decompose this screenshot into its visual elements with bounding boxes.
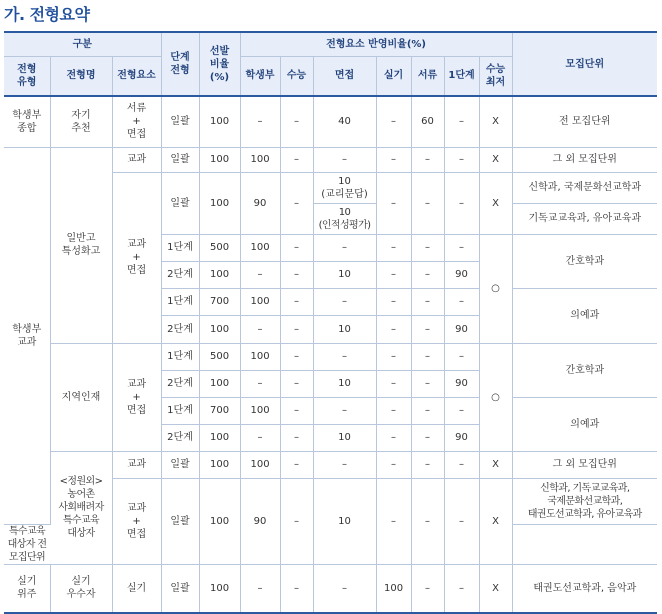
cell-int: 40: [313, 96, 376, 147]
header-reflect: 전형요소 반영비율(%): [240, 32, 512, 56]
cell-doc: –: [411, 147, 444, 172]
cell-s1: –: [444, 451, 479, 478]
cell-ratio: 100: [199, 424, 240, 451]
cell-int: –: [313, 234, 376, 261]
cell-element: 교과: [112, 451, 161, 478]
cell-element: 교과 + 면접: [112, 478, 161, 564]
cell-prac: –: [376, 261, 411, 288]
header-stage1: 1단계: [444, 56, 479, 96]
cell-doc: –: [411, 424, 444, 451]
cell-int: 10: [313, 261, 376, 288]
cell-sun: –: [280, 564, 313, 613]
cell-sun: –: [280, 315, 313, 343]
cell-unit: 간호학과: [512, 343, 657, 397]
table-row: [4, 147, 657, 172]
cell-sun: –: [280, 370, 313, 397]
cell-stage: 2단계: [161, 261, 199, 288]
cell-ratio: 100: [199, 261, 240, 288]
cell-element: 서류 + 면접: [112, 96, 161, 147]
section-title: 가. 전형요약: [4, 5, 90, 24]
cell-name: 자기 추천: [50, 96, 112, 147]
cell-sun: –: [280, 234, 313, 261]
cell-unit: 간호학과: [512, 234, 657, 288]
cell-ratio: 100: [199, 96, 240, 147]
cell-stage: 일괄: [161, 172, 199, 234]
cell-unit: 태권도선교학과, 음악과: [512, 564, 657, 613]
cell-sun: –: [280, 451, 313, 478]
cell-int: 10: [313, 315, 376, 343]
header-element: 전형요소: [112, 56, 161, 96]
cell-prac: 100: [376, 564, 411, 613]
cell-int: –: [313, 451, 376, 478]
cell-ratio: 100: [199, 370, 240, 397]
cell-sun: –: [280, 96, 313, 147]
cell-unit: 그 외 모집단위: [512, 147, 657, 172]
cell-doc: –: [411, 478, 444, 564]
cell-hak: 90: [240, 172, 280, 234]
cell-unit: 의예과: [512, 288, 657, 343]
cell-doc: 60: [411, 96, 444, 147]
header-gubun: 구분: [4, 32, 161, 56]
cell-doc: –: [411, 261, 444, 288]
cell-hak: 100: [240, 234, 280, 261]
cell-doc: –: [411, 370, 444, 397]
cell-unit: 특수교육대상자 전 모집단위: [4, 524, 50, 564]
cell-int: –: [313, 288, 376, 315]
cell-min: X: [479, 172, 512, 234]
cell-min: X: [479, 147, 512, 172]
cell-hak: –: [240, 315, 280, 343]
header-hakseang: 학생부: [240, 56, 280, 96]
cell-sun: –: [280, 343, 313, 370]
cell-s1: 90: [444, 424, 479, 451]
cell-stage: 2단계: [161, 424, 199, 451]
cell-ratio: 100: [199, 451, 240, 478]
header-unit: 모집단위: [512, 32, 657, 96]
cell-hak: 100: [240, 451, 280, 478]
cell-doc: –: [411, 315, 444, 343]
cell-int: –: [313, 564, 376, 613]
header-suneung-min: 수능 최저: [479, 56, 512, 96]
cell-sun: –: [280, 172, 313, 234]
cell-stage: 1단계: [161, 397, 199, 424]
cell-s1: 90: [444, 261, 479, 288]
cell-int: 10: [313, 478, 376, 564]
cell-ratio: 100: [199, 478, 240, 564]
cell-unit: 전 모집단위: [512, 96, 657, 147]
table-row: [4, 564, 657, 613]
cell-element: 실기: [112, 564, 161, 613]
cell-element: 교과: [112, 147, 161, 172]
cell-ratio: 500: [199, 234, 240, 261]
cell-name: 일반고 특성화고: [50, 147, 112, 343]
cell-unit: 신학과, 국제문화선교학과: [512, 172, 657, 203]
cell-s1: –: [444, 397, 479, 424]
cell-unit: 의예과: [512, 397, 657, 451]
cell-prac: –: [376, 96, 411, 147]
cell-ratio: 700: [199, 397, 240, 424]
cell-s1: –: [444, 147, 479, 172]
cell-doc: –: [411, 234, 444, 261]
cell-int: –: [313, 343, 376, 370]
cell-s1: –: [444, 288, 479, 315]
header-practical: 실기: [376, 56, 411, 96]
table-row: [4, 96, 657, 147]
cell-prac: –: [376, 172, 411, 234]
cell-int: 10: [313, 424, 376, 451]
header-docs: 서류: [411, 56, 444, 96]
cell-hak: –: [240, 96, 280, 147]
cell-doc: –: [411, 288, 444, 315]
cell-doc: –: [411, 397, 444, 424]
cell-stage: 2단계: [161, 370, 199, 397]
cell-stage: 일괄: [161, 451, 199, 478]
table-row: [4, 451, 657, 478]
cell-stage: 일괄: [161, 147, 199, 172]
cell-prac: –: [376, 288, 411, 315]
cell-name: <정원외> 농어촌 사회배려자 특수교육 대상자: [50, 451, 112, 564]
cell-prac: –: [376, 147, 411, 172]
cell-s1: –: [444, 172, 479, 234]
cell-min: X: [479, 451, 512, 478]
cell-ratio: 100: [199, 147, 240, 172]
cell-sun: –: [280, 397, 313, 424]
cell-int: –: [313, 397, 376, 424]
cell-prac: –: [376, 370, 411, 397]
cell-name: 실기 우수자: [50, 564, 112, 613]
admission-summary-table: [4, 31, 657, 614]
cell-type: 학생부 교과: [4, 147, 50, 524]
cell-int: 10 (교리문답): [313, 172, 376, 203]
cell-min: X: [479, 478, 512, 564]
cell-stage: 1단계: [161, 288, 199, 315]
cell-sun: –: [280, 147, 313, 172]
cell-ratio: 100: [199, 564, 240, 613]
cell-hak: –: [240, 370, 280, 397]
cell-sun: –: [280, 261, 313, 288]
cell-prac: –: [376, 343, 411, 370]
cell-hak: 100: [240, 288, 280, 315]
cell-prac: –: [376, 397, 411, 424]
header-select-ratio: 선발 비율 (%): [199, 32, 240, 96]
cell-unit: 그 외 모집단위: [512, 451, 657, 478]
header-interview: 면접: [313, 56, 376, 96]
cell-prac: –: [376, 424, 411, 451]
cell-type: 실기 위주: [4, 564, 50, 613]
cell-s1: –: [444, 96, 479, 147]
cell-unit: 기독교교육과, 유아교육과: [512, 203, 657, 234]
cell-prac: –: [376, 234, 411, 261]
cell-stage: 2단계: [161, 315, 199, 343]
cell-hak: –: [240, 261, 280, 288]
cell-stage: 일괄: [161, 478, 199, 564]
cell-s1: –: [444, 564, 479, 613]
cell-s1: 90: [444, 315, 479, 343]
cell-type: 학생부 종합: [4, 96, 50, 147]
cell-s1: –: [444, 343, 479, 370]
cell-doc: –: [411, 343, 444, 370]
cell-name: 지역인재: [50, 343, 112, 451]
cell-doc: –: [411, 451, 444, 478]
cell-prac: –: [376, 451, 411, 478]
header-name: 전형명: [50, 56, 112, 96]
cell-hak: 90: [240, 478, 280, 564]
cell-min: ○: [479, 343, 512, 451]
cell-ratio: 100: [199, 172, 240, 234]
cell-hak: 100: [240, 397, 280, 424]
cell-doc: –: [411, 564, 444, 613]
cell-ratio: 500: [199, 343, 240, 370]
table-row: [4, 343, 657, 370]
cell-int: 10: [313, 370, 376, 397]
cell-element: 교과 + 면접: [112, 172, 161, 343]
cell-sun: –: [280, 478, 313, 564]
cell-min: X: [479, 564, 512, 613]
cell-s1: –: [444, 478, 479, 564]
cell-min: X: [479, 96, 512, 147]
cell-prac: –: [376, 478, 411, 564]
cell-ratio: 700: [199, 288, 240, 315]
header-suneung: 수능: [280, 56, 313, 96]
cell-ratio: 100: [199, 315, 240, 343]
cell-s1: 90: [444, 370, 479, 397]
cell-stage: 일괄: [161, 564, 199, 613]
cell-sun: –: [280, 288, 313, 315]
cell-unit: 신학과, 기독교교육과, 국제문화선교학과, 태권도선교학과, 유아교육과: [512, 478, 657, 524]
cell-doc: –: [411, 172, 444, 234]
cell-stage: 1단계: [161, 234, 199, 261]
cell-hak: 100: [240, 343, 280, 370]
cell-int: 10 (인적성평가): [313, 203, 376, 234]
cell-sun: –: [280, 424, 313, 451]
cell-s1: –: [444, 234, 479, 261]
cell-element: 교과 + 면접: [112, 343, 161, 451]
cell-prac: –: [376, 315, 411, 343]
cell-stage: 일괄: [161, 96, 199, 147]
header-type: 전형 유형: [4, 56, 50, 96]
cell-hak: –: [240, 424, 280, 451]
cell-hak: 100: [240, 147, 280, 172]
cell-min: ○: [479, 234, 512, 343]
cell-hak: –: [240, 564, 280, 613]
header-stage: 단계 전형: [161, 32, 199, 96]
cell-int: –: [313, 147, 376, 172]
cell-stage: 1단계: [161, 343, 199, 370]
